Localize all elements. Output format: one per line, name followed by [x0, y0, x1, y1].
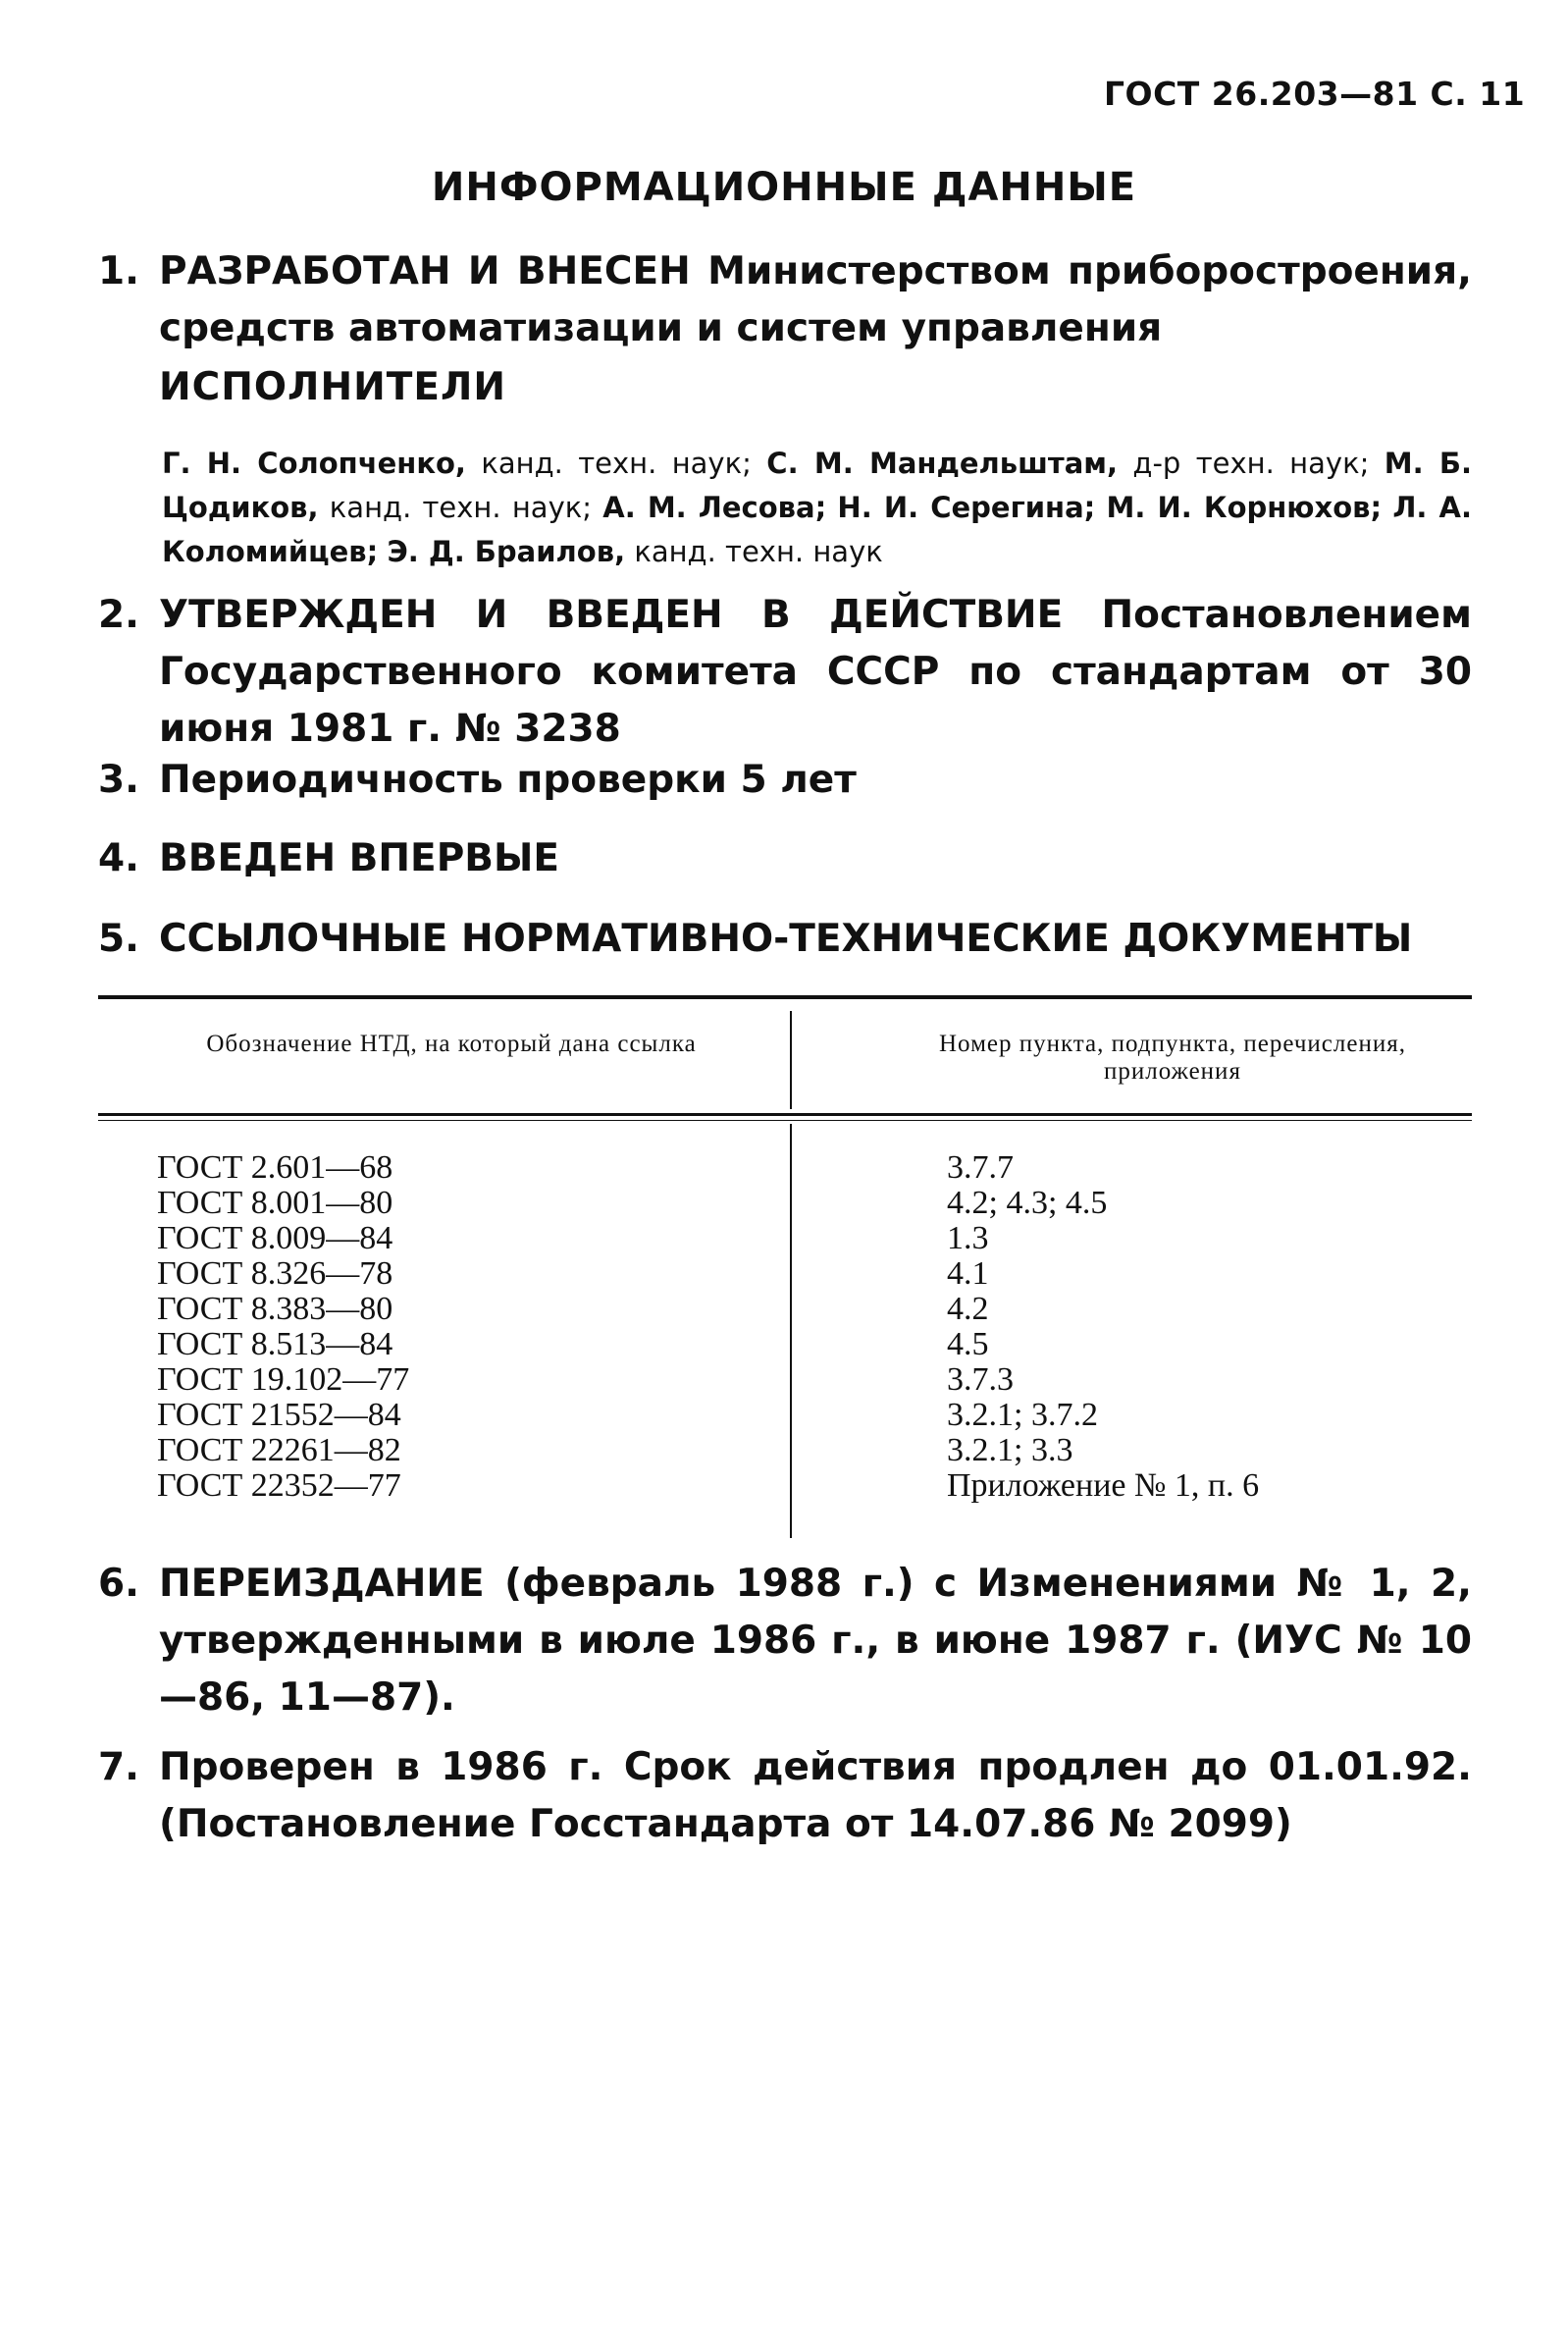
- table-cell-clause: 3.2.1; 3.3: [947, 1432, 1073, 1468]
- table-cell-document: ГОСТ 22261—82: [157, 1432, 401, 1468]
- table-cell-document: ГОСТ 8.326—78: [157, 1255, 393, 1292]
- table-top-rule: [98, 995, 1472, 999]
- executors-heading: ИСПОЛНИТЕЛИ: [159, 365, 507, 409]
- executor: Г. Н. Солопченко, канд. техн. наук;: [162, 447, 752, 480]
- item-number: 6.: [98, 1562, 139, 1606]
- table-column-clauses: [947, 1150, 1259, 1504]
- info-item-4: [98, 830, 1472, 887]
- item-number: 3.: [98, 758, 139, 802]
- item-text: ССЫЛОЧНЫЕ НОРМАТИВНО-ТЕХНИЧЕСКИЕ ДОКУМЕНТЫ: [159, 917, 1413, 961]
- info-item-5: [98, 911, 1472, 968]
- info-item-6: [98, 1556, 1472, 1726]
- table-header-document: Обозначение НТД, на который дана ссылка: [206, 1031, 697, 1057]
- table-cell-document: ГОСТ 8.001—80: [157, 1185, 393, 1221]
- table-cell-document: ГОСТ 2.601—68: [157, 1149, 393, 1186]
- table-header-clause: Номер пункта, подпункта, перечисления, приложения: [938, 1031, 1406, 1085]
- table-cell-clause: 4.1: [947, 1255, 989, 1292]
- info-item-3: [98, 752, 1472, 809]
- table-header-divider: [790, 1011, 792, 1109]
- item-number: 2.: [98, 593, 139, 637]
- executor: С. М. Мандельштам, д-р техн. наук;: [766, 447, 1370, 480]
- table-body-divider: [790, 1124, 792, 1538]
- table-cell-document: ГОСТ 22352—77: [157, 1467, 401, 1504]
- table-cell-clause: 3.2.1; 3.7.2: [947, 1397, 1098, 1433]
- table-cell-document: ГОСТ 8.383—80: [157, 1291, 393, 1327]
- executor: М. Б. Цодиков, канд. техн. наук;: [162, 447, 1473, 524]
- table-header-rule: [98, 1113, 1472, 1116]
- page-title: ИНФОРМАЦИОННЫЕ ДАННЫЕ: [431, 165, 1137, 210]
- table-cell-document: ГОСТ 8.513—84: [157, 1326, 393, 1362]
- executor: Л. А. Коломийцев;: [162, 491, 1472, 568]
- item-text: Периодичность проверки 5 лет: [159, 758, 857, 802]
- table-cell-clause: 4.2; 4.3; 4.5: [947, 1185, 1108, 1221]
- executor: Э. Д. Браилов, канд. техн. наук: [387, 535, 883, 568]
- table-cell-clause: Приложение № 1, п. 6: [947, 1467, 1260, 1504]
- table-cell-clause: 3.7.3: [947, 1361, 1014, 1398]
- item-text: ПЕРЕИЗДАНИЕ (февраль 1988 г.) с Изменениями № 1, 2, утвержденными в июле 1986 г., в июне 1987 г. (ИУС № 10—86, 11—87).: [159, 1562, 1472, 1720]
- info-item-2: [98, 587, 1472, 758]
- item-text: РАЗРАБОТАН И ВНЕСЕН Министерством приборостроения, средств автоматизации и систем управления: [159, 249, 1472, 350]
- item-text: Проверен в 1986 г. Срок действия продлен до 01.01.92. (Постановление Госстандарта от 14.07.86 № 2099): [159, 1745, 1472, 1846]
- table-cell-clause: 4.5: [947, 1326, 989, 1362]
- table-cell-document: ГОСТ 19.102—77: [157, 1361, 410, 1398]
- executor: М. И. Корнюхов;: [1106, 491, 1383, 524]
- table-cell-document: ГОСТ 21552—84: [157, 1397, 401, 1433]
- item-number: 5.: [98, 917, 139, 961]
- table-cell-document: ГОСТ 8.009—84: [157, 1220, 393, 1256]
- table-column-documents: [157, 1150, 409, 1504]
- item-number: 7.: [98, 1745, 139, 1789]
- item-text: УТВЕРЖДЕН И ВВЕДЕН В ДЕЙСТВИЕ Постановлением Государственного комитета СССР по стандартам от 30 июня 1981 г. № 3238: [159, 593, 1472, 751]
- table-cell-clause: 3.7.7: [947, 1149, 1014, 1186]
- item-number: 1.: [98, 249, 139, 293]
- table-cell-clause: 1.3: [947, 1220, 989, 1256]
- executor: А. М. Лесова;: [602, 491, 827, 524]
- item-text: ВВЕДЕН ВПЕРВЫЕ: [159, 836, 560, 880]
- table-header-rule-thin: [98, 1120, 1472, 1121]
- info-item-7: [98, 1739, 1472, 1853]
- executor: Н. И. Серегина;: [837, 491, 1096, 524]
- info-item-1: [98, 243, 1472, 357]
- table-cell-clause: 4.2: [947, 1291, 989, 1327]
- executors-list: [162, 442, 1472, 574]
- item-number: 4.: [98, 836, 139, 880]
- page-header: ГОСТ 26.203—81 С. 11: [1104, 75, 1526, 113]
